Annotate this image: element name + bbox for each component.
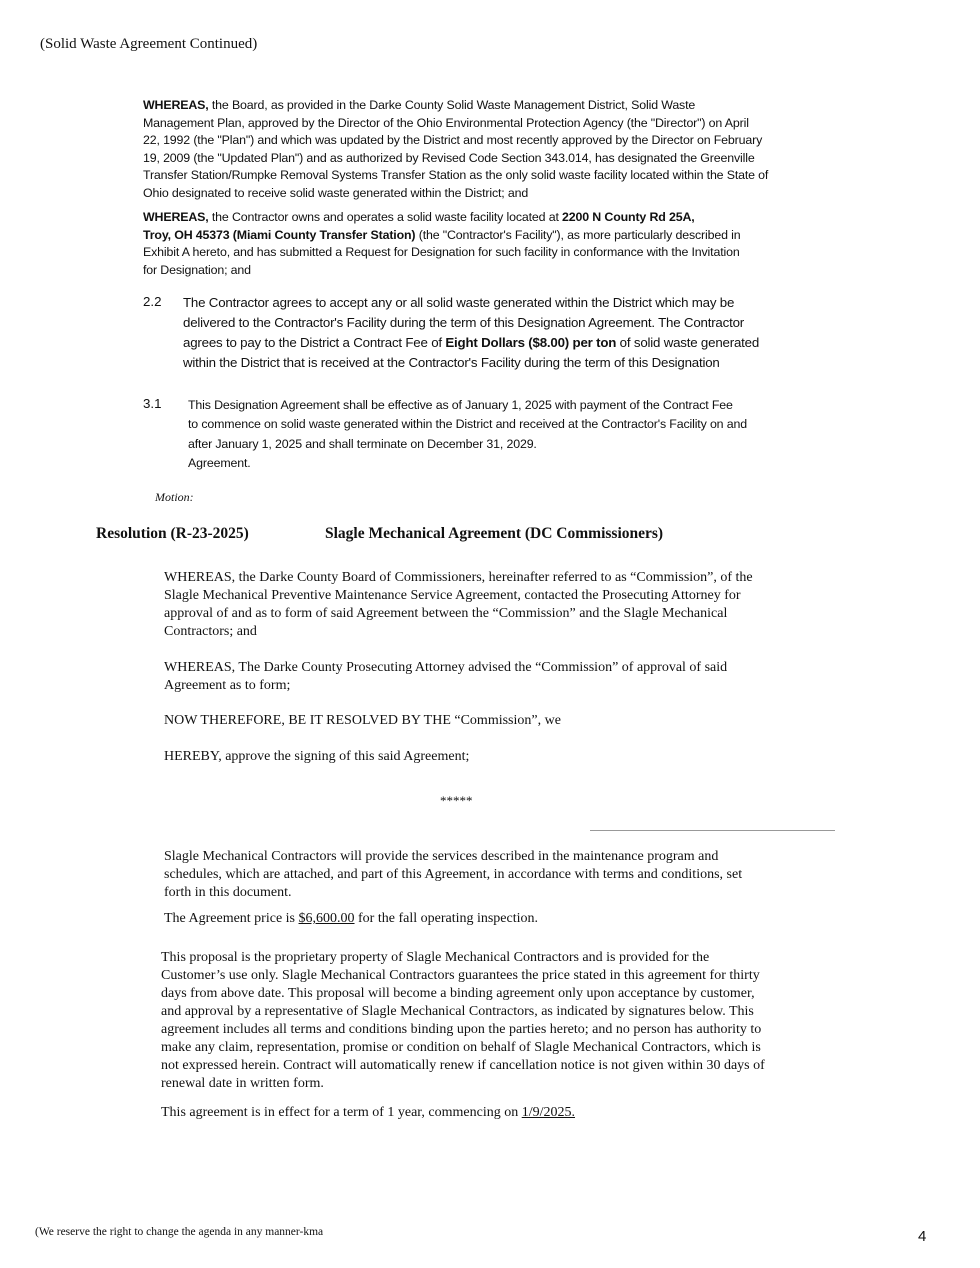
text-segment: approval of and as to form of said Agreement between the “Commission” and the Slagle Mechanical — [164, 606, 728, 621]
text-line — [143, 132, 768, 150]
text-line — [164, 659, 727, 677]
text-segment: Transfer Station/Rumpke Removal Systems Transfer Station as the only solid waste facility located within the State of — [143, 168, 769, 182]
text-line — [183, 333, 759, 353]
text-segment: to commence on solid waste generated within the District and received at the Contractor's Facility on and — [188, 417, 747, 432]
attachment-price-paragraph — [164, 910, 538, 928]
text-line — [143, 150, 768, 168]
text-line — [164, 569, 753, 587]
text-segment: forth in this document. — [164, 885, 292, 900]
text-segment: WHEREAS, The Darke County Prosecuting Attorney advised the “Commission” of approval of said — [164, 660, 728, 675]
text-line — [161, 1021, 765, 1039]
text-segment: This agreement is in effect for a term of 1 year, commencing on — [161, 1105, 522, 1120]
whereas-board-paragraph — [143, 97, 768, 202]
text-segment: after January 1, 2025 and shall terminate on December 31, 2029. — [188, 436, 537, 451]
footer-note: (We reserve the right to change the agenda in any manner-kma — [35, 1226, 324, 1238]
text-line — [161, 1003, 765, 1021]
text-line — [143, 97, 768, 115]
attachment-term-paragraph — [161, 1104, 575, 1122]
bold-text: WHEREAS, — [143, 98, 209, 112]
text-segment: This proposal is the proprietary property of Slagle Mechanical Contractors and is provided for the — [161, 950, 710, 965]
text-segment: of solid waste generated — [616, 335, 760, 350]
text-line — [143, 262, 740, 280]
text-segment: Slagle Mechanical Contractors will provide the services described in the maintenance program and — [164, 849, 719, 864]
page-number: 4 — [918, 1228, 927, 1245]
text-line — [161, 985, 765, 1003]
text-line — [164, 866, 742, 884]
text-segment: The Contractor agrees to accept any or all solid waste generated within the District which may be — [183, 295, 735, 310]
text-line — [164, 712, 561, 730]
text-segment: make any claim, representation, promise or condition on behalf of Slagle Mechanical Contractors, which is — [161, 1040, 761, 1055]
text-segment: agrees to pay to the District a Contract Fee of — [183, 335, 446, 350]
motion-label: Motion: — [155, 490, 194, 504]
attachment-proposal-paragraph — [161, 949, 765, 1093]
text-line — [183, 313, 759, 333]
text-line — [164, 748, 469, 766]
text-segment: within the District that is received at the Contractor's Facility during the term of this Designation — [183, 355, 720, 370]
text-line — [143, 167, 768, 185]
text-line — [164, 587, 753, 605]
text-segment: and approval by a representative of Slagle Mechanical Contractors, as indicated by signatures below. This — [161, 1004, 754, 1019]
text-segment: not expressed herein. Contract will automatically renew if cancellation notice is not given within 30 days of — [161, 1058, 765, 1073]
text-segment: Management Plan, approved by the Director of the Ohio Environmental Protection Agency (the "Director") on April — [143, 115, 749, 130]
text-segment: NOW THEREFORE, BE IT RESOLVED BY THE “Commission”, we — [164, 713, 561, 728]
text-segment: Contractors; and — [164, 624, 257, 639]
text-line — [161, 1104, 575, 1122]
resolution-now-therefore — [164, 712, 561, 730]
text-segment: Slagle Mechanical Preventive Maintenance Service Agreement, contacted the Prosecuting Attorney for — [164, 588, 741, 603]
section-3-1-paragraph — [188, 396, 747, 473]
text-segment: 19, 2009 (the "Updated Plan") and as authorized by Revised Code Section 343.014, has designated the Greenville — [143, 150, 755, 165]
text-line — [183, 293, 759, 313]
section-2-2-paragraph — [183, 293, 759, 373]
divider-line — [590, 830, 835, 831]
resolution-whereas-1 — [164, 569, 753, 641]
resolution-id: Resolution (R-23-2025) — [96, 525, 249, 542]
resolution-whereas-2 — [164, 659, 727, 695]
whereas-contractor-paragraph — [143, 209, 740, 279]
text-segment: Ohio designated to receive solid waste generated within the District; and — [143, 185, 529, 200]
text-line — [188, 415, 747, 434]
continued-header: (Solid Waste Agreement Continued) — [40, 36, 258, 52]
text-line — [143, 185, 768, 203]
text-line — [188, 435, 747, 454]
text-line — [183, 353, 759, 373]
text-segment: Agreement. — [188, 455, 251, 470]
text-segment: Agreement as to form; — [164, 678, 291, 693]
text-segment: delivered to the Contractor's Facility during the term of this Designation Agreement. The Contractor — [183, 315, 744, 330]
text-line — [164, 848, 742, 866]
resolution-hereby — [164, 748, 469, 766]
text-segment: for Designation; and — [143, 262, 251, 277]
text-line — [161, 1057, 765, 1075]
text-segment: Exhibit A hereto, and has submitted a Request for Designation for such facility in conformance with the Invitation — [143, 245, 740, 259]
text-line — [161, 1039, 765, 1057]
text-line — [164, 605, 753, 623]
bold-text: Eight Dollars ($8.00) per ton — [445, 335, 617, 350]
text-segment: This Designation Agreement shall be effective as of January 1, 2025 with payment of the Contract Fee — [188, 398, 733, 412]
text-line — [143, 209, 740, 227]
text-segment: 22, 1992 (the "Plan") and which was updated by the District and most recently approved by the Director on February — [143, 133, 763, 147]
separator-asterisks: ***** — [440, 793, 473, 808]
text-segment: renewal date in written form. — [161, 1076, 324, 1091]
text-segment: for the fall operating inspection. — [354, 911, 539, 926]
text-line — [164, 677, 727, 695]
text-segment: days from above date. This proposal will become a binding agreement only upon acceptance by customer, — [161, 986, 755, 1001]
text-segment: the Contractor owns and operates a solid waste facility located at — [208, 210, 563, 224]
section-number: 3.1 — [143, 396, 162, 411]
attachment-services-paragraph — [164, 848, 742, 902]
text-segment: schedules, which are attached, and part of this Agreement, in accordance with terms and conditions, set — [164, 867, 743, 882]
text-line — [143, 244, 740, 262]
underlined-text: 1/9/2025. — [521, 1105, 575, 1120]
text-segment: agreement includes all terms and conditions binding upon the parties hereto; and no person has authority to — [161, 1022, 762, 1037]
text-line — [161, 967, 765, 985]
text-line — [188, 454, 747, 473]
bold-text: 2200 N County Rd 25A, — [562, 210, 695, 224]
text-line — [164, 623, 753, 641]
text-segment: HEREBY, approve the signing of this said Agreement; — [164, 749, 470, 764]
text-line — [161, 949, 765, 967]
text-line — [164, 910, 538, 928]
resolution-title: Slagle Mechanical Agreement (DC Commissioners) — [325, 525, 664, 542]
underlined-text: $6,600.00 — [298, 911, 355, 926]
bold-text: Troy, OH 45373 (Miami County Transfer Station) — [143, 227, 416, 242]
bold-text: WHEREAS, — [143, 210, 209, 224]
text-line — [188, 396, 747, 415]
text-segment: Customer’s use only. Slagle Mechanical Contractors guarantees the price stated in this agreement for thirty — [161, 968, 760, 983]
text-line — [143, 115, 768, 133]
section-number: 2.2 — [143, 294, 162, 309]
text-line — [164, 884, 742, 902]
text-line — [161, 1075, 765, 1093]
text-segment: (the "Contractor's Facility"), as more particularly described in — [415, 227, 741, 242]
text-segment: The Agreement price is — [164, 911, 299, 926]
text-segment: WHEREAS, the Darke County Board of Commissioners, hereinafter referred to as “Commission”, of the — [164, 570, 753, 585]
text-segment: the Board, as provided in the Darke County Solid Waste Management District, Solid Waste — [208, 98, 696, 112]
text-line — [143, 227, 740, 245]
